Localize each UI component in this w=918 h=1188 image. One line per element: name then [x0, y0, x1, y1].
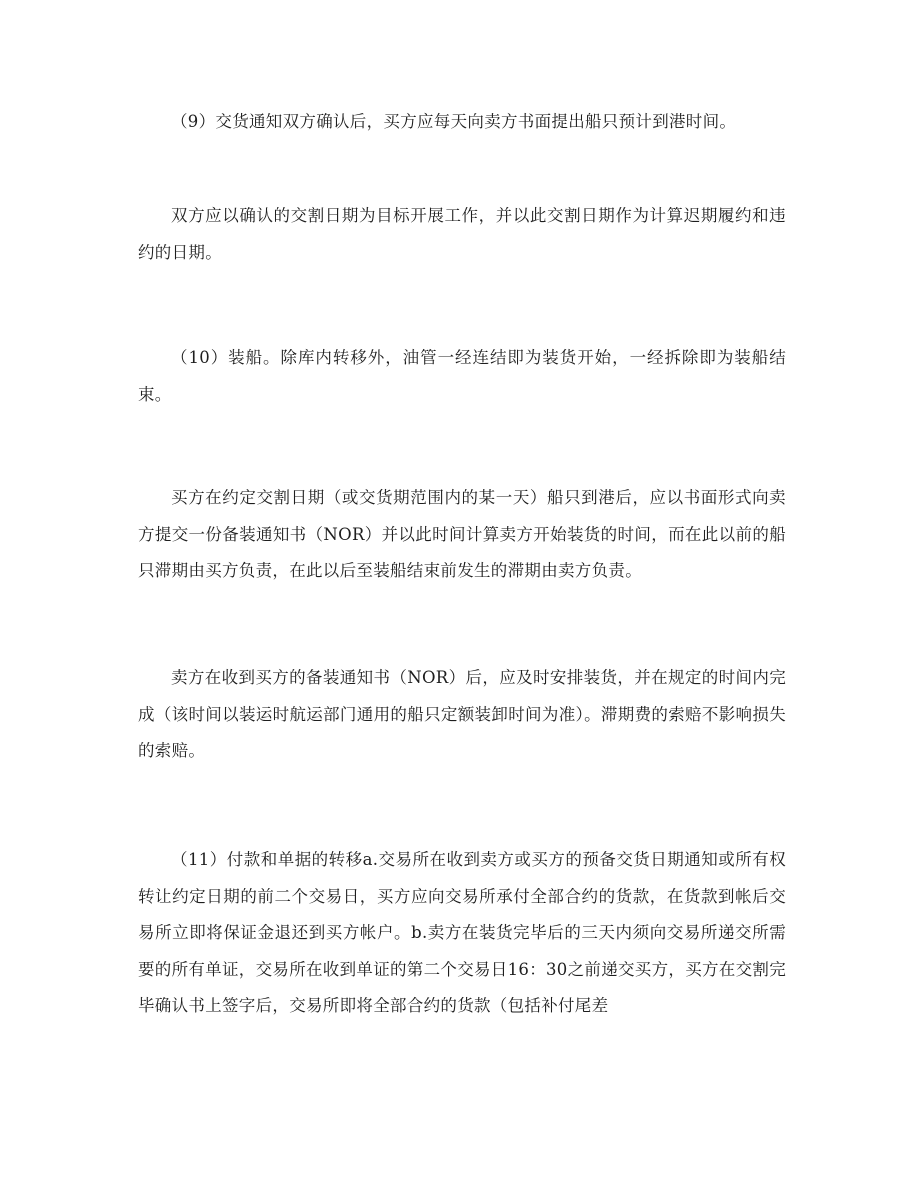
paragraph-seller-loading: 卖方在收到买方的备装通知书（NOR）后，应及时安排装货，并在规定的时间内完成（该时间以装运时航运部门通用的船只定额装卸时间为准）。滞期费的索赔不影响损失的索赔。 — [138, 668, 786, 760]
paragraph-clause-9: （9）交货通知双方确认后，买方应每天向卖方书面提出船只预计到港时间。 — [171, 112, 737, 131]
paragraph-delivery-date: 双方应以确认的交割日期为目标开展工作，并以此交割日期作为计算迟期履约和违约的日期。 — [138, 206, 786, 262]
paragraph-buyer-nor: 买方在约定交割日期（或交货期范围内的某一天）船只到港后，应以书面形式向卖方提交一份备装通知书（NOR）并以此时间计算卖方开始装货的时间，而在此以前的船只滞期由买方负责，在此以后至装船结束前发生的滞期由卖方负责。 — [138, 488, 786, 580]
paragraph-clause-10: （10）装船。除库内转移外，油管一经连结即为装货开始，一经拆除即为装船结束。 — [138, 348, 786, 404]
paragraph-clause-11: （11）付款和单据的转移a.交易所在收到卖方或买方的预备交货日期通知或所有权转让约定日期的前二个交易日，买方应向交易所承付全部合约的货款，在货款到帐后交易所立即将保证金退还到买方帐户。b.卖方在装货完毕后的三天内须向交易所递交所需要的所有单证，交易所在收到单证的第二个交易日16：30之前递交买方，买方在交割完毕确认书上签字后，交易所即将全部合约的货款（包括补付尾差 — [138, 850, 786, 1015]
